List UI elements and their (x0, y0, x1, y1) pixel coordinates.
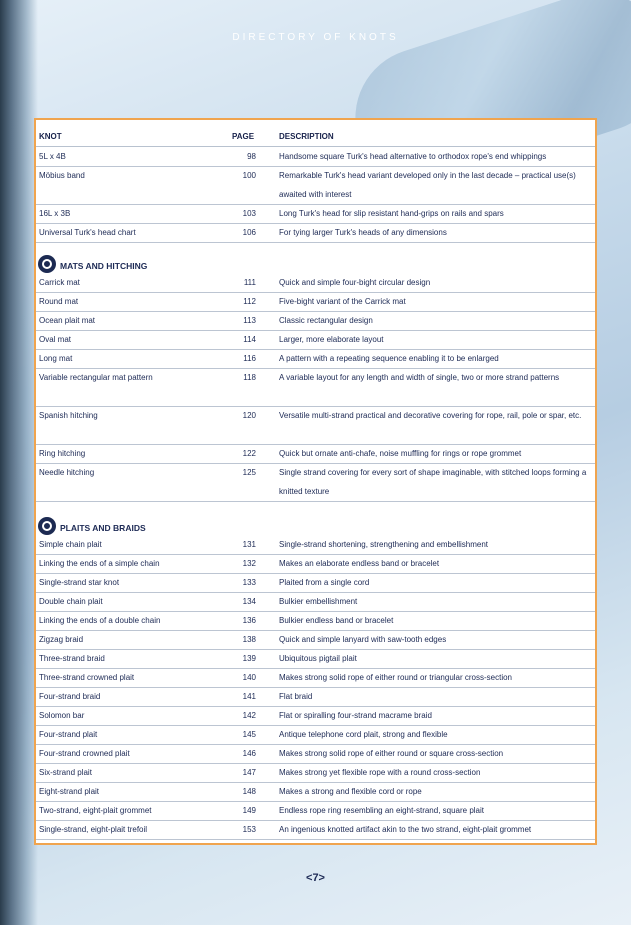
table-row (36, 592, 595, 612)
knot-description: Quick but ornate anti-chafe, noise muffling for rings or rope grommet (279, 449, 522, 458)
knot-name: Eight-strand plait (39, 787, 100, 796)
category-title: PLAITS AND BRAIDS (60, 523, 146, 533)
page-number-cell: 139 (242, 654, 256, 663)
column-header-description: DESCRIPTION (279, 132, 334, 141)
knot-name: Long mat (39, 354, 73, 363)
page-number-cell: 111 (243, 278, 256, 287)
knot-name: Six-strand plait (39, 768, 92, 777)
table-row (36, 630, 595, 650)
table-row (36, 668, 595, 688)
page-number-cell: 132 (242, 559, 256, 568)
knot-name: Three-strand braid (39, 654, 105, 663)
column-header-knot: KNOT (39, 132, 62, 141)
page-number-cell: 114 (243, 335, 256, 344)
page-number-cell: 141 (242, 692, 256, 701)
page-number-cell: 116 (243, 354, 256, 363)
page-number-cell: 138 (242, 635, 256, 644)
page-number-cell: 148 (242, 787, 256, 796)
page-number-cell: 145 (242, 730, 256, 739)
knot-description: Quick and simple lanyard with saw-tooth edges (279, 635, 447, 644)
table-row (36, 463, 595, 502)
knot-name: Two-strand, eight-plait grommet (39, 806, 152, 815)
knot-description: Bulkier endless band or bracelet (279, 616, 394, 625)
category-title: MATS AND HITCHING (60, 261, 148, 271)
table-row (36, 349, 595, 369)
knot-description: Single-strand shortening, strengthening and embellishment (279, 540, 489, 549)
page-number-cell: 98 (247, 152, 256, 161)
table-row (36, 687, 595, 707)
table-row (36, 444, 595, 464)
table-row (36, 820, 595, 840)
knot-name: Spanish hitching (39, 411, 98, 420)
page-number-cell: 133 (242, 578, 256, 587)
page-number-cell: 113 (243, 316, 256, 325)
table-row (36, 573, 595, 593)
knot-directory-table (34, 118, 597, 845)
table-row (36, 147, 595, 167)
table-row (36, 611, 595, 631)
knot-name: 16L x 3B (39, 209, 71, 218)
knot-name: Variable rectangular mat pattern (39, 373, 153, 382)
knot-name: Universal Turk's head chart (39, 228, 136, 237)
knot-description: Makes strong yet flexible rope with a round cross-section (279, 768, 481, 777)
knot-name: Four-strand crowned plait (39, 749, 130, 758)
page-number-cell: 100 (242, 171, 256, 180)
table-row (36, 330, 595, 350)
knot-name: Round mat (39, 297, 79, 306)
knot-name: Single-strand, eight-plait trefoil (39, 825, 148, 834)
page-number-cell: 131 (242, 540, 256, 549)
knot-description: Makes strong solid rope of either round or triangular cross-section (279, 673, 512, 682)
knot-description: Versatile multi-strand practical and decorative covering for rope, rail, pole or spar, etc. (279, 411, 582, 420)
page-number-cell: 153 (242, 825, 256, 834)
table-row (36, 649, 595, 669)
page-number-cell: 120 (242, 411, 256, 420)
table-row (36, 725, 595, 745)
page-number-cell: 112 (243, 297, 256, 306)
knot-description: Flat or spiralling four-strand macrame braid (279, 711, 432, 720)
page-number-cell: 106 (242, 228, 256, 237)
knot-name: Double chain plait (39, 597, 103, 606)
knot-description: Plaited from a single cord (279, 578, 370, 587)
table-row (36, 706, 595, 726)
knot-description: Remarkable Turk's head variant developed only in the last decade – practical use(s) awaited with interest (279, 171, 576, 199)
table-row (36, 782, 595, 802)
table-row (36, 801, 595, 821)
page-number: <7> (306, 872, 325, 884)
knot-description: An ingenious knotted artifact akin to the two strand, eight-plait grommet (279, 825, 532, 834)
knot-name: Linking the ends of a double chain (39, 616, 161, 625)
knot-name: Zigzag braid (39, 635, 84, 644)
knot-description: Classic rectangular design (279, 316, 373, 325)
page-number-cell: 118 (243, 373, 256, 382)
page-number-cell: 140 (242, 673, 256, 682)
knot-name: Simple chain plait (39, 540, 102, 549)
page-number-cell: 103 (242, 209, 256, 218)
knot-description: Antique telephone cord plait, strong and flexible (279, 730, 448, 739)
category-mats-and-hitching (36, 242, 595, 273)
table-row (36, 535, 595, 555)
knot-description: Ubiquitous pigtail plait (279, 654, 357, 663)
page-number-cell: 136 (242, 616, 256, 625)
knot-description: Handsome square Turk's head alternative to orthodox rope's end whippings (279, 152, 547, 161)
table-row (36, 273, 595, 293)
table-row (36, 204, 595, 224)
knot-description: A variable layout for any length and width of single, two or more strand patterns (279, 373, 560, 382)
knot-name: Linking the ends of a simple chain (39, 559, 160, 568)
knot-name: Needle hitching (39, 468, 95, 477)
knot-name: Ocean plait mat (39, 316, 96, 325)
knot-name: Single-strand star knot (39, 578, 120, 587)
knot-name: Three-strand crowned plait (39, 673, 135, 682)
page-heading: DIRECTORY OF KNOTS (232, 32, 399, 43)
table-row (36, 166, 595, 205)
knot-description: Flat braid (279, 692, 313, 701)
table-row (36, 368, 595, 407)
knot-description: Long Turk's head for slip resistant hand-grips on rails and spars (279, 209, 504, 218)
knot-description: For tying larger Turk's heads of any dimensions (279, 228, 447, 237)
knot-description: Quick and simple four-bight circular design (279, 278, 431, 287)
knot-name: Solomon bar (39, 711, 85, 720)
page-number-cell: 122 (242, 449, 256, 458)
page-number-cell: 125 (242, 468, 256, 477)
category-plaits-and-braids (36, 501, 595, 535)
knot-description: Single strand covering for every sort of shape imaginable, with stitched loops forming a knitted texture (279, 468, 587, 496)
knot-emblem-icon (38, 255, 56, 273)
knot-description: Endless rope ring resembling an eight-strand, square plait (279, 806, 485, 815)
table-row (36, 292, 595, 312)
knot-description: Makes a strong and flexible cord or rope (279, 787, 422, 796)
knot-name: Four-strand plait (39, 730, 98, 739)
knot-name: 5L x 4B (39, 152, 66, 161)
table-row (36, 763, 595, 783)
page-number-cell: 146 (242, 749, 256, 758)
knot-description: A pattern with a repeating sequence enabling it to be enlarged (279, 354, 499, 363)
table-row (36, 744, 595, 764)
table-row (36, 554, 595, 574)
knot-name: Oval mat (39, 335, 72, 344)
knot-name: Ring hitching (39, 449, 86, 458)
column-header-page: PAGE (232, 132, 255, 141)
knot-description: Larger, more elaborate layout (279, 335, 384, 344)
table-row (36, 311, 595, 331)
table-header-row (36, 127, 595, 147)
page-number-cell: 134 (242, 597, 256, 606)
knot-name: Carrick mat (39, 278, 80, 287)
knot-description: Makes an elaborate endless band or bracelet (279, 559, 440, 568)
knot-description: Bulkier embellishment (279, 597, 358, 606)
page-number-cell: 147 (242, 768, 256, 777)
knot-description: Makes strong solid rope of either round or square cross-section (279, 749, 504, 758)
page-number-cell: 142 (242, 711, 256, 720)
page-number-cell: 149 (242, 806, 256, 815)
book-spine-shadow (0, 0, 38, 925)
knot-name: Four-strand braid (39, 692, 101, 701)
knot-emblem-icon (38, 517, 56, 535)
knot-description: Five-bight variant of the Carrick mat (279, 297, 406, 306)
table-row (36, 223, 595, 243)
table-row (36, 406, 595, 445)
knot-name: Möbius band (39, 171, 85, 180)
